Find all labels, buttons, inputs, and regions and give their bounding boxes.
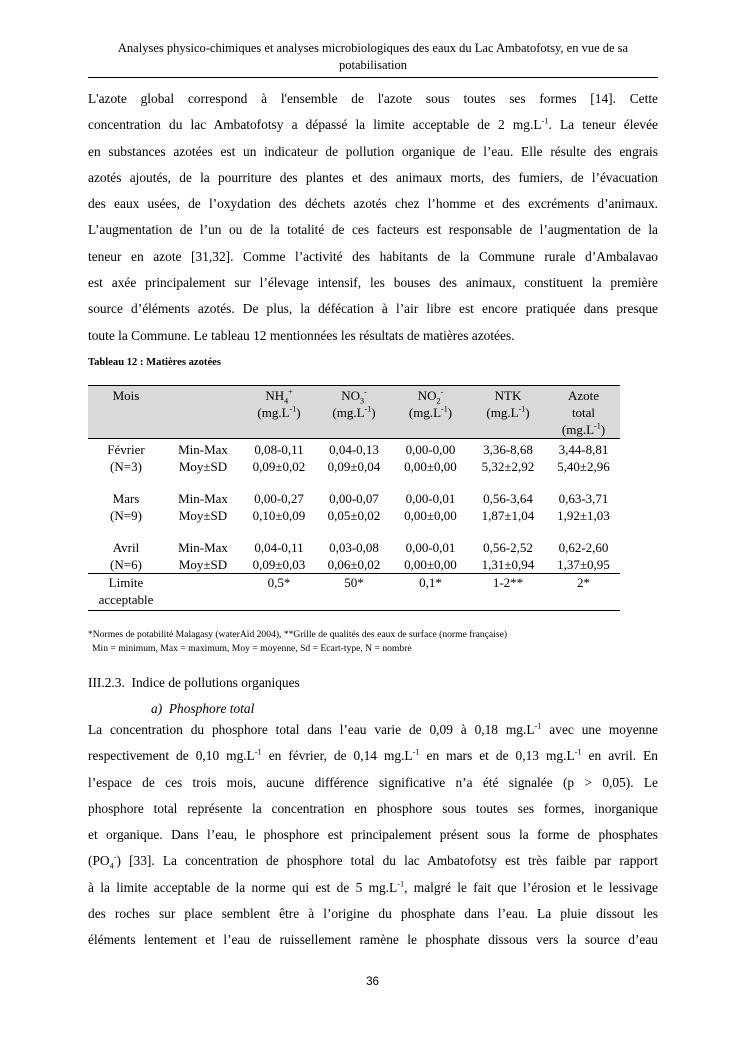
value-cell: 0,56-3,64 — [483, 491, 533, 506]
header-title-line2: potabilisation — [338, 58, 408, 72]
limit-label-cell: Limite acceptable — [98, 575, 154, 607]
table-row — [88, 490, 620, 507]
stat-cell: Min-Max — [178, 540, 228, 555]
value-cell: 0,63-3,71 — [558, 491, 609, 506]
header-nh4: $NH_4^+$ $(mg.L^{-1})$ — [257, 387, 301, 420]
value-cell: 0,00-0,01 — [405, 491, 456, 506]
stat-cell — [164, 574, 242, 611]
text-line: l’espace de ces trois mois, aucune différence significative n’a été signalée (p > 0,05). Le — [88, 774, 658, 790]
header-ntk: NTK $(mg.L^{-1})$ — [486, 388, 530, 420]
text-line: azotés ajoutés, de la pourriture des plantes et des animaux morts, des fumiers, de l’évacuation — [88, 169, 658, 185]
value-cell: 0,04-0,11 — [254, 540, 304, 555]
value-cell: 1,92±1,03 — [557, 508, 610, 523]
stat-cell: Moy±SD — [178, 557, 228, 572]
section-heading: III.2.3. Indice de pollutions organiques — [88, 675, 300, 690]
table-caption: Tableau 12 : Matières azotées — [88, 357, 221, 368]
value-cell: 5,32±2,92 — [481, 459, 535, 474]
stat-cell: Moy±SD — [178, 508, 228, 523]
text-line: éléments lentement et l’eau de ruissellement ramène le phosphate dissous vers la source d’eau — [88, 932, 658, 948]
value-cell: 0,05±0,02 — [327, 508, 381, 523]
value-cell: 1,31±0,94 — [481, 557, 535, 572]
value-cell: 0,03-0,08 — [329, 540, 379, 555]
text-line: teneur en azote [31,32]. Comme l’activité des habitants de la Commune rurale d’Ambalavao — [88, 248, 658, 264]
text-line: L'azote global correspond à l'ensemble de l'azote sous toutes ses formes [14]. Cette — [88, 91, 658, 106]
n-cell: (N=9) — [110, 508, 142, 523]
text-line: La concentration du phosphore total dans l’eau varie de 0,09 à 0,18 $mg.L^{-1}$ avec une moyenne — [88, 721, 658, 737]
header-stat — [164, 386, 242, 439]
month-cell: Avril — [112, 540, 140, 555]
table-header-row — [88, 386, 620, 439]
stat-cell: Min-Max — [178, 442, 228, 457]
value-cell: 1,37±0,95 — [557, 557, 610, 572]
value-cell: 0,00±0,00 — [404, 459, 457, 474]
page-number: 36 — [366, 976, 379, 988]
note-line: Min = minimum, Max = maximum, Moy = moyenne, Sd = Ecart-type, N = nombre — [92, 643, 412, 654]
text-line: et organique. Dans l’eau, le phosphore est principalement présent sous la forme de phosphates — [88, 827, 658, 843]
text-line: à la limite acceptable de la norme qui est de 5 $mg.L^{-1}$, malgré le fait que l’érosion et le lessivage — [88, 879, 658, 895]
value-cell: 0,04-0,13 — [329, 442, 379, 457]
value-cell: 0,09±0,03 — [252, 557, 306, 572]
value-cell: 0,09±0,02 — [252, 459, 306, 474]
text-line: des roches sur place semblent être à l’origine du phosphate dans l’eau. La pluie dissout les — [88, 906, 658, 922]
subsection-heading: a) Phosphore total — [151, 701, 255, 716]
header-no2: $NO_2^-$ $(mg.L^{-1})$ — [408, 387, 453, 420]
limit-value-cell: 0,1* — [419, 575, 442, 590]
text-line: des eaux usées, de l’oxydation des déchets azotés chez l’homme et des excréments d’animaux. — [88, 196, 658, 212]
limit-value-cell: 50* — [344, 575, 364, 590]
limit-row — [88, 574, 620, 611]
text-line: en substances azotées est un indicateur de pollution organique de l’eau. Elle résulte des engrais — [88, 143, 658, 159]
value-cell: 0,00±0,00 — [404, 557, 457, 572]
note-line: *Normes de potabilité Malagasy (waterAïd 2004), **Grille de qualités des eaux de surface (norme française) — [88, 629, 508, 640]
value-cell: 0,10±0,09 — [252, 508, 306, 523]
value-cell: 0,00-0,00 — [405, 442, 456, 457]
table-row — [88, 539, 620, 556]
value-cell: 3,44-8,81 — [558, 442, 609, 457]
text-line: respectivement de 0,10 $mg.L^{-1}$ en février, de 0,14 $mg.L^{-1}$ en mars et de 0,13 $mg.L^{-1}$ en avril. En — [88, 747, 658, 764]
value-cell: 0,08-0,11 — [254, 442, 304, 457]
stat-cell: Min-Max — [178, 491, 228, 506]
table-row — [88, 507, 620, 524]
value-cell: 0,56-2,52 — [483, 540, 533, 555]
paragraph-azote — [88, 86, 658, 349]
value-cell: 0,62-2,60 — [558, 540, 609, 555]
header-no3: $NO_3^-$ $(mg.L^{-1})$ — [332, 387, 376, 420]
month-cell: Février — [107, 442, 145, 457]
header-title-line1: Analyses physico-chimiques et analyses microbiologiques des eaux du Lac Ambatofotsy, en vue de sa — [117, 41, 629, 55]
text-line: $(PO_4^-)$ [33]. La concentration de phosphore total du lac Ambatofotsy est très faible par rapport — [88, 853, 658, 872]
nitrogen-table — [88, 385, 620, 611]
table-notes — [88, 628, 507, 656]
value-cell: 5,40±2,96 — [557, 459, 610, 474]
value-cell: 0,00-0,27 — [254, 491, 304, 506]
limit-value-cell: 0,5* — [267, 575, 291, 590]
running-header — [88, 40, 658, 74]
n-cell: (N=3) — [110, 459, 142, 474]
value-cell: 0,00-0,01 — [405, 540, 456, 555]
header-azote-total: Azote total $(mg.L^{-1})$ — [561, 388, 606, 437]
n-cell: (N=6) — [110, 557, 142, 572]
spacer-row — [88, 475, 620, 490]
text-line: concentration du lac Ambatofotsy a dépassé la limite acceptable de 2 $mg.L^{-1}$. La teneur élevée — [88, 116, 658, 133]
limit-value-cell: 1-2** — [492, 575, 524, 590]
limit-value-cell: 2* — [577, 575, 590, 590]
text-line: L’augmentation de l’un ou de la totalité de ces facteurs est responsable de l’augmentation de la — [88, 222, 658, 238]
text-line: toute la Commune. Le tableau 12 mentionnées les résultats de matières azotées. — [88, 327, 515, 343]
paragraph-phosphore — [88, 717, 658, 954]
table-row — [88, 458, 620, 475]
table-row — [88, 439, 620, 459]
value-cell: 3,36-8,68 — [483, 442, 533, 457]
month-cell: Mars — [112, 491, 140, 506]
value-cell: 0,06±0,02 — [327, 557, 381, 572]
text-line: phosphore total représente la concentration en phosphore sous toutes ses formes, inorganique — [88, 800, 658, 816]
value-cell: 1,87±1,04 — [481, 508, 535, 523]
header-rule — [88, 77, 658, 78]
value-cell: 0,00±0,00 — [404, 508, 457, 523]
stat-cell: Moy±SD — [178, 459, 228, 474]
value-cell: 0,09±0,04 — [327, 459, 381, 474]
value-cell: 0,00-0,07 — [329, 491, 379, 506]
header-mois: Mois — [112, 388, 140, 403]
table-row — [88, 556, 620, 574]
text-line: source d’éléments azotés. De plus, la défécation à l’air libre est encore pratiquée dans presque — [88, 301, 658, 317]
text-line: est axée principalement sur l’élevage intensif, les bouses des animaux, constituent la première — [88, 275, 658, 291]
spacer-row — [88, 524, 620, 539]
